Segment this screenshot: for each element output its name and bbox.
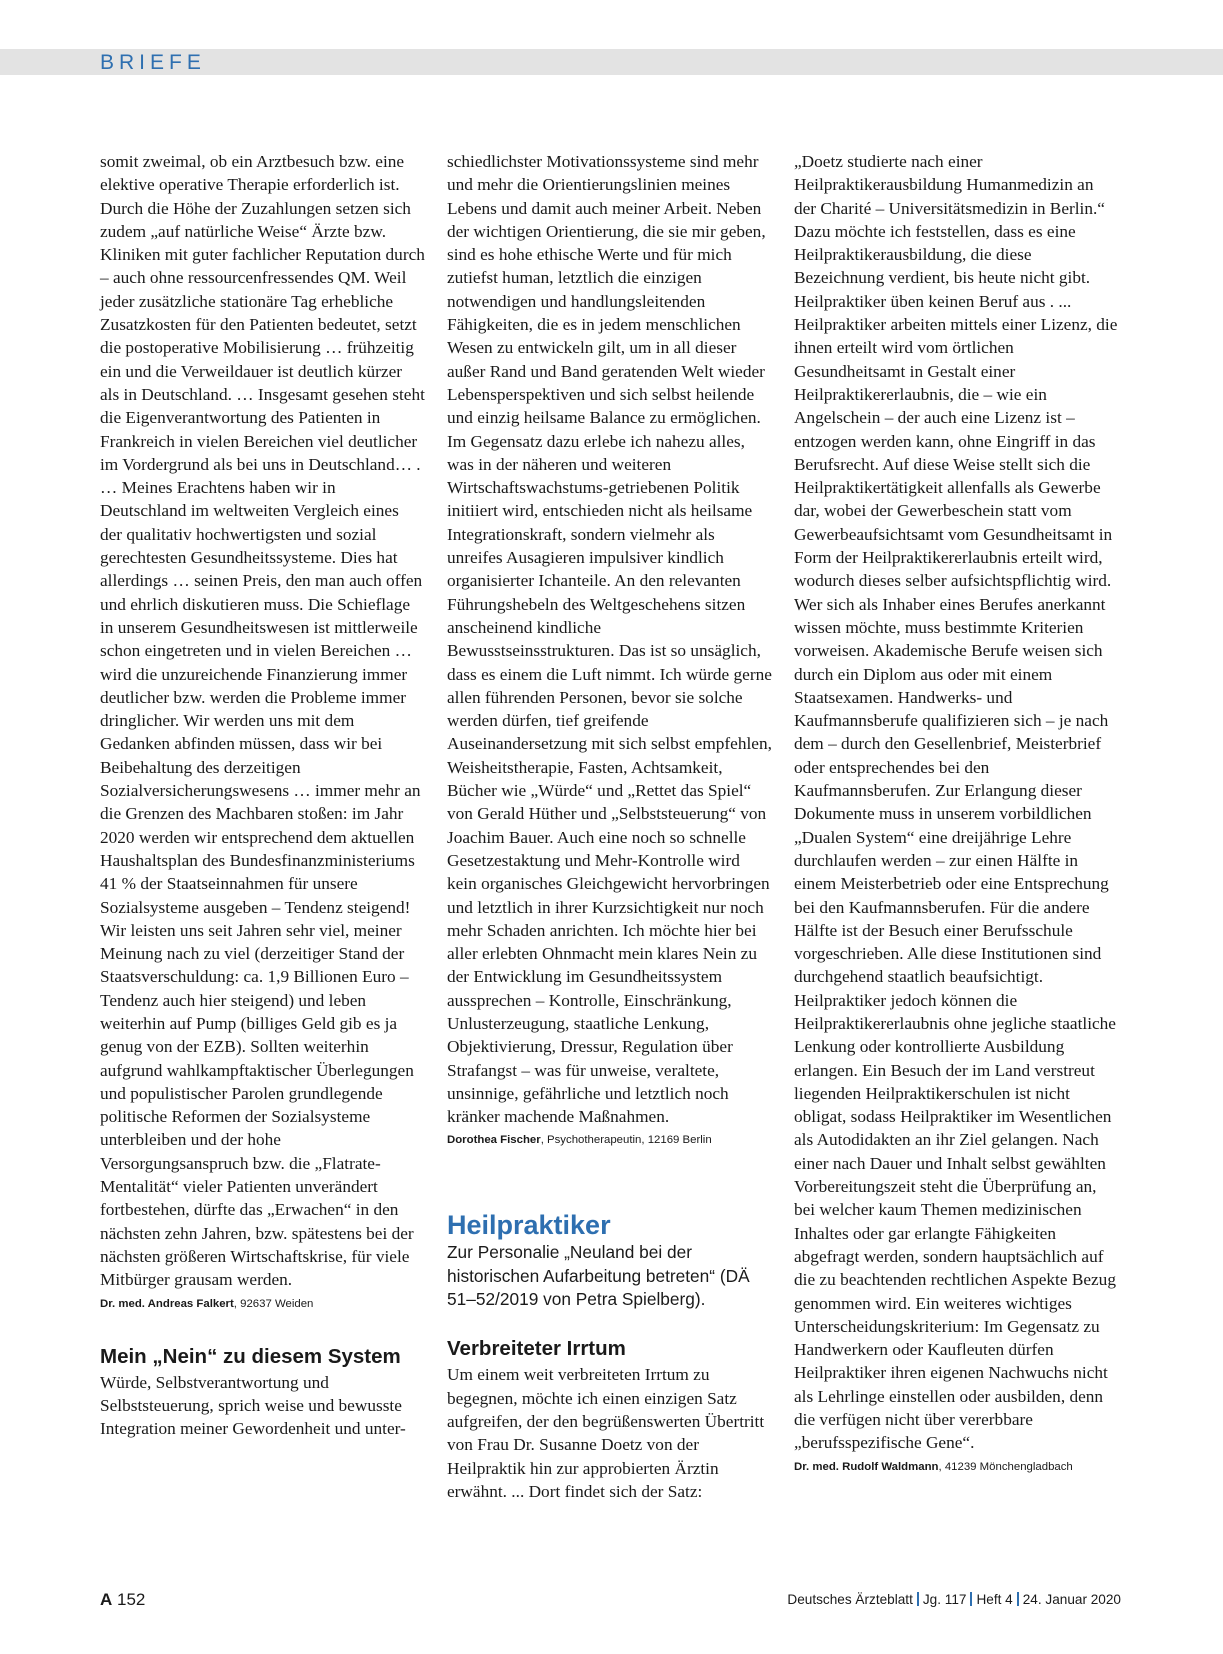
letter-title: Verbreiteter Irrtum bbox=[447, 1337, 626, 1361]
journal-date: 24. Januar 2020 bbox=[1022, 1592, 1121, 1607]
page-prefix: A bbox=[100, 1590, 113, 1609]
letter-signature bbox=[100, 1296, 425, 1313]
signature-name: Dorothea Fischer bbox=[447, 1134, 541, 1147]
separator-bar bbox=[1017, 1592, 1019, 1606]
signature-name: Dr. med. Andreas Falkert bbox=[100, 1297, 234, 1310]
separator-bar bbox=[970, 1592, 972, 1606]
section-subheading: Zur Personalie „Neuland bei der historischen Aufarbeitung betreten“ (DÄ 51–52/2019 von Petra Spielberg). bbox=[447, 1242, 750, 1310]
journal-footer bbox=[787, 1592, 1121, 1607]
letter-body: Wer sich als Inhaber eines Berufes anerkannt wissen möchte, muss bestimmte Kriterien vorweisen. Akademische Berufe weisen sich durch ein Diplom aus oder mit einem Staatsexamen. Handwerks- und Kaufmannsberufe qualifizieren sich – je nach dem – durch den Gesellenbrief, Meisterbrief oder entsprechendes bei den Kaufmannsberufen. Zur Erlangung dieser Dokumente muss in unserem vorbildlichen „Dualen System“ eine dreijährige Lehre durchlaufen werden – zur einen Hälfte in einem Meisterbetrieb oder eine Entsprechung bei den Kaufmannsberufen. Für die andere Hälfte ist der Besuch einer Berufsschule vorgeschrieben. Alle diese Institutionen sind durchgehend staatlich beaufsichtigt. Heilpraktiker jedoch können die Heilpraktikererlaubnis ohne jegliche staatliche Lenkung oder kontrollierte Ausbildung erlangen. Ein Besuch der im Land verstreut liegenden Heilpraktikerschulen ist nicht obligat, sodass Heilpraktiker im Wesentlichen als Autodidakten an ihr Ziel gelangen. Nach einer nach Dauer und Inhalt selbst gewählten Vorbereitungszeit steht die Überprüfung an, bei welcher kaum Themen medizinischen Inhaltes oder gar erlangte Fähigkeiten abgefragt werden, sondern hauptsächlich auf die zu beachtenden rechtlichen Aspekte Bezug genommen wird. Ein weiteres wichtiges Unterscheidungskriterium: Im Gegensatz zu Handwerkern oder Kaufleuten dürfen Heilpraktiker ihren eigenen Nachwuchs nicht als Lehrlinge einstellen oder ausbilden, denn die verfügen nicht über vererbbare „berufsspezifische Gene“. bbox=[794, 594, 1116, 1453]
column-2 bbox=[447, 150, 772, 1503]
letter-body: somit zweimal, ob ein Arztbesuch bzw. eine elektive operative Therapie erforderlich ist. Durch die Höhe der Zuzahlungen setzen sich zudem „auf natürliche Weise“ Ärzte bzw. Kliniken mit guter fachlicher Reputation durch – auch ohne ressourcenfressendes QM. Weil jeder zusätzliche stationäre Tag erhebliche Zusatzkosten für den Patienten bedeutet, setzt die postoperative Mobilisierung … frühzeitig ein und die Verweildauer ist deutlich kürzer als in Deutschland. … Insgesamt gesehen steht die Eigenverantwortung des Patienten in Frankreich in vielen Bereichen viel deutlicher im Vordergrund als bei uns in Deutschland… . bbox=[100, 152, 425, 474]
column-3 bbox=[794, 150, 1119, 1476]
journal-volume: Jg. 117 bbox=[922, 1592, 967, 1607]
letter-body: … Meines Erachtens haben wir in Deutschland im weltweiten Vergleich eines der qualitativ hochwertigsten und sozial gerechtesten Gesundheitssysteme. Dies hat allerdings … seinen Preis, den man auch offen und ehrlich diskutieren muss. Die Schieflage in unserem Gesundheitswesen ist mittlerweile schon eingetreten und in vielen Bereichen … wird die unzureichende Finanzierung immer deutlicher bzw. werden die Probleme immer dringlicher. Wir werden uns mit dem Gedanken abfinden müssen, dass wir bei Beibehaltung des derzeitigen Sozialversicherungswesens … immer mehr an die Grenzen des Machbaren stoßen: im Jahr 2020 werden wir entsprechend dem aktuellen Haushaltsplan des Bundesfinanzministeriums 41 % der Staatseinnahmen für unsere Sozialsysteme ausgeben – Tendenz steigend! Wir leisten uns seit Jahren sehr viel, meiner Meinung nach zu viel (derzeitiger Stand der Staatsverschuldung: ca. 1,9 Billionen Euro – Tendenz auch hier steigend) und leben weiterhin auf Pump (billiges Geld gib es ja genug von der EZB). Sollten weiterhin aufgrund wahlkampftaktischer Überlegungen und populistischer Parolen grundlegende politische Reformen der Sozialsysteme unterbleiben und der hohe Versorgungsanspruch bzw. die „Flatrate-Mentalität“ vieler Patienten unverändert fortbestehen, dürfte das „Erwachen“ in den nächsten zehn Jahren, bzw. spätestens bei der nächsten größeren Wirtschaftskrise, für viele Mitbürger grausam werden. bbox=[100, 478, 423, 1290]
journal-name: Deutsches Ärzteblatt bbox=[787, 1592, 913, 1607]
letter-body: Würde, Selbstverantwortung und Selbststeuerung, sprich weise und bewusste Integration meiner Gewordenheit und unter- bbox=[100, 1372, 406, 1439]
letter-title: Mein „Nein“ zu diesem System bbox=[100, 1344, 401, 1368]
section-title: Heilpraktiker bbox=[447, 1210, 611, 1241]
separator-bar bbox=[917, 1592, 919, 1606]
page-number-value: 152 bbox=[117, 1590, 146, 1609]
signature-place: , 41239 Mönchengladbach bbox=[938, 1460, 1073, 1473]
section-label: BRIEFE bbox=[100, 51, 206, 74]
letter-body: Um einem weit verbreiteten Irrtum zu begegnen, möchte ich einen einzigen Satz aufgreifen, der den begrüßenswerten Übertritt von Frau Dr. Susanne Doetz von der Heilpraktik hin zur approbierten Ärztin erwähnt. ... Dort findet sich der Satz: bbox=[447, 1365, 765, 1501]
signature-name: Dr. med. Rudolf Waldmann bbox=[794, 1460, 939, 1473]
signature-place: , Psychotherapeutin, 12169 Berlin bbox=[540, 1134, 712, 1147]
column-1 bbox=[100, 150, 425, 1440]
journal-issue: Heft 4 bbox=[976, 1592, 1013, 1607]
page-number bbox=[100, 1590, 145, 1610]
letter-body: „Doetz studierte nach einer Heilpraktikerausbildung Humanmedizin an der Charité – Universitätsmedizin in Berlin.“ Dazu möchte ich feststellen, dass es eine Heilpraktikerausbildung, die diese Bezeichnung verdient, bis heute nicht gibt. Heilpraktiker üben keinen Beruf aus . ... Heilpraktiker arbeiten mittels einer Lizenz, die ihnen erteilt wird vom örtlichen Gesundheitsamt in Gestalt einer Heilpraktikererlaubnis, die – wie ein Angelschein – der auch eine Lizenz ist – entzogen werden kann, ohne Eingriff in das Berufsrecht. Auf diese Weise stellt sich die Heilpraktikertätigkeit allenfalls als Gewerbe dar, wobei der Gewerbeschein statt vom Gewerbeaufsichtsamt vom Gesundheitsamt in Form der Heilpraktikererlaubnis erteilt wird, wodurch dieses selber aufsichtspflichtig wird. bbox=[794, 152, 1118, 591]
signature-place: , 92637 Weiden bbox=[233, 1297, 314, 1310]
letter-signature bbox=[794, 1459, 1119, 1476]
letter-body: schiedlichster Motivationssysteme sind mehr und mehr die Orientierungslinien meines Lebens und damit auch meiner Arbeit. Neben der wichtigen Orientierung, die sie mir geben, sind es hohe ethische Werte und für mich zutiefst human, letztlich die einzigen notwendigen und handlungsleitenden Fähigkeiten, die es in jedem menschlichen Wesen zu entwickeln gilt, um in all dieser außer Rand und Band geratenden Welt wieder Lebensperspektiven und sich selbst heilende und einzig heilsame Balance zu ermöglichen. Im Gegensatz dazu erlebe ich nahezu alles, was in der näheren und weiteren Wirtschaftswachstums-getriebenen Politik initiiert wird, entschieden nicht als heilsame Integrationskraft, sondern vielmehr als unreifes Ausagieren impulsiver kindlich organisierter Ichanteile. An den relevanten Führungshebeln des Weltgeschehens sitzen anscheinend kindliche Bewusstseinsstrukturen. Das ist so unsäglich, dass es einem die Luft nimmt. Ich würde gerne allen führenden Personen, bevor sie solche werden dürfen, tief greifende Auseinandersetzung mit sich selbst empfehlen, Weisheitstherapie, Fasten, Achtsamkeit, Bücher wie „Würde“ und „Rettet das Spiel“ von Gerald Hüther und „Selbststeuerung“ von Joachim Bauer. Auch eine noch so schnelle Gesetzestaktung und Mehr-Kontrolle wird kein organisches Gleichgewicht hervorbringen und letztlich in ihrer Kurzsichtigkeit nur noch mehr Schaden anrichten. Ich möchte hier bei aller erlebten Ohnmacht mein klares Nein zu der Entwicklung im Gesundheitssystem aussprechen – Kontrolle, Einschränkung, Unlusterzeugung, staatliche Lenkung, Objektivierung, Dressur, Regulation über Strafangst – was für unweise, veraltete, unsinnige, gefährliche und letztlich noch kränker machende Maßnahmen. bbox=[447, 152, 772, 1127]
letter-signature bbox=[447, 1132, 772, 1149]
